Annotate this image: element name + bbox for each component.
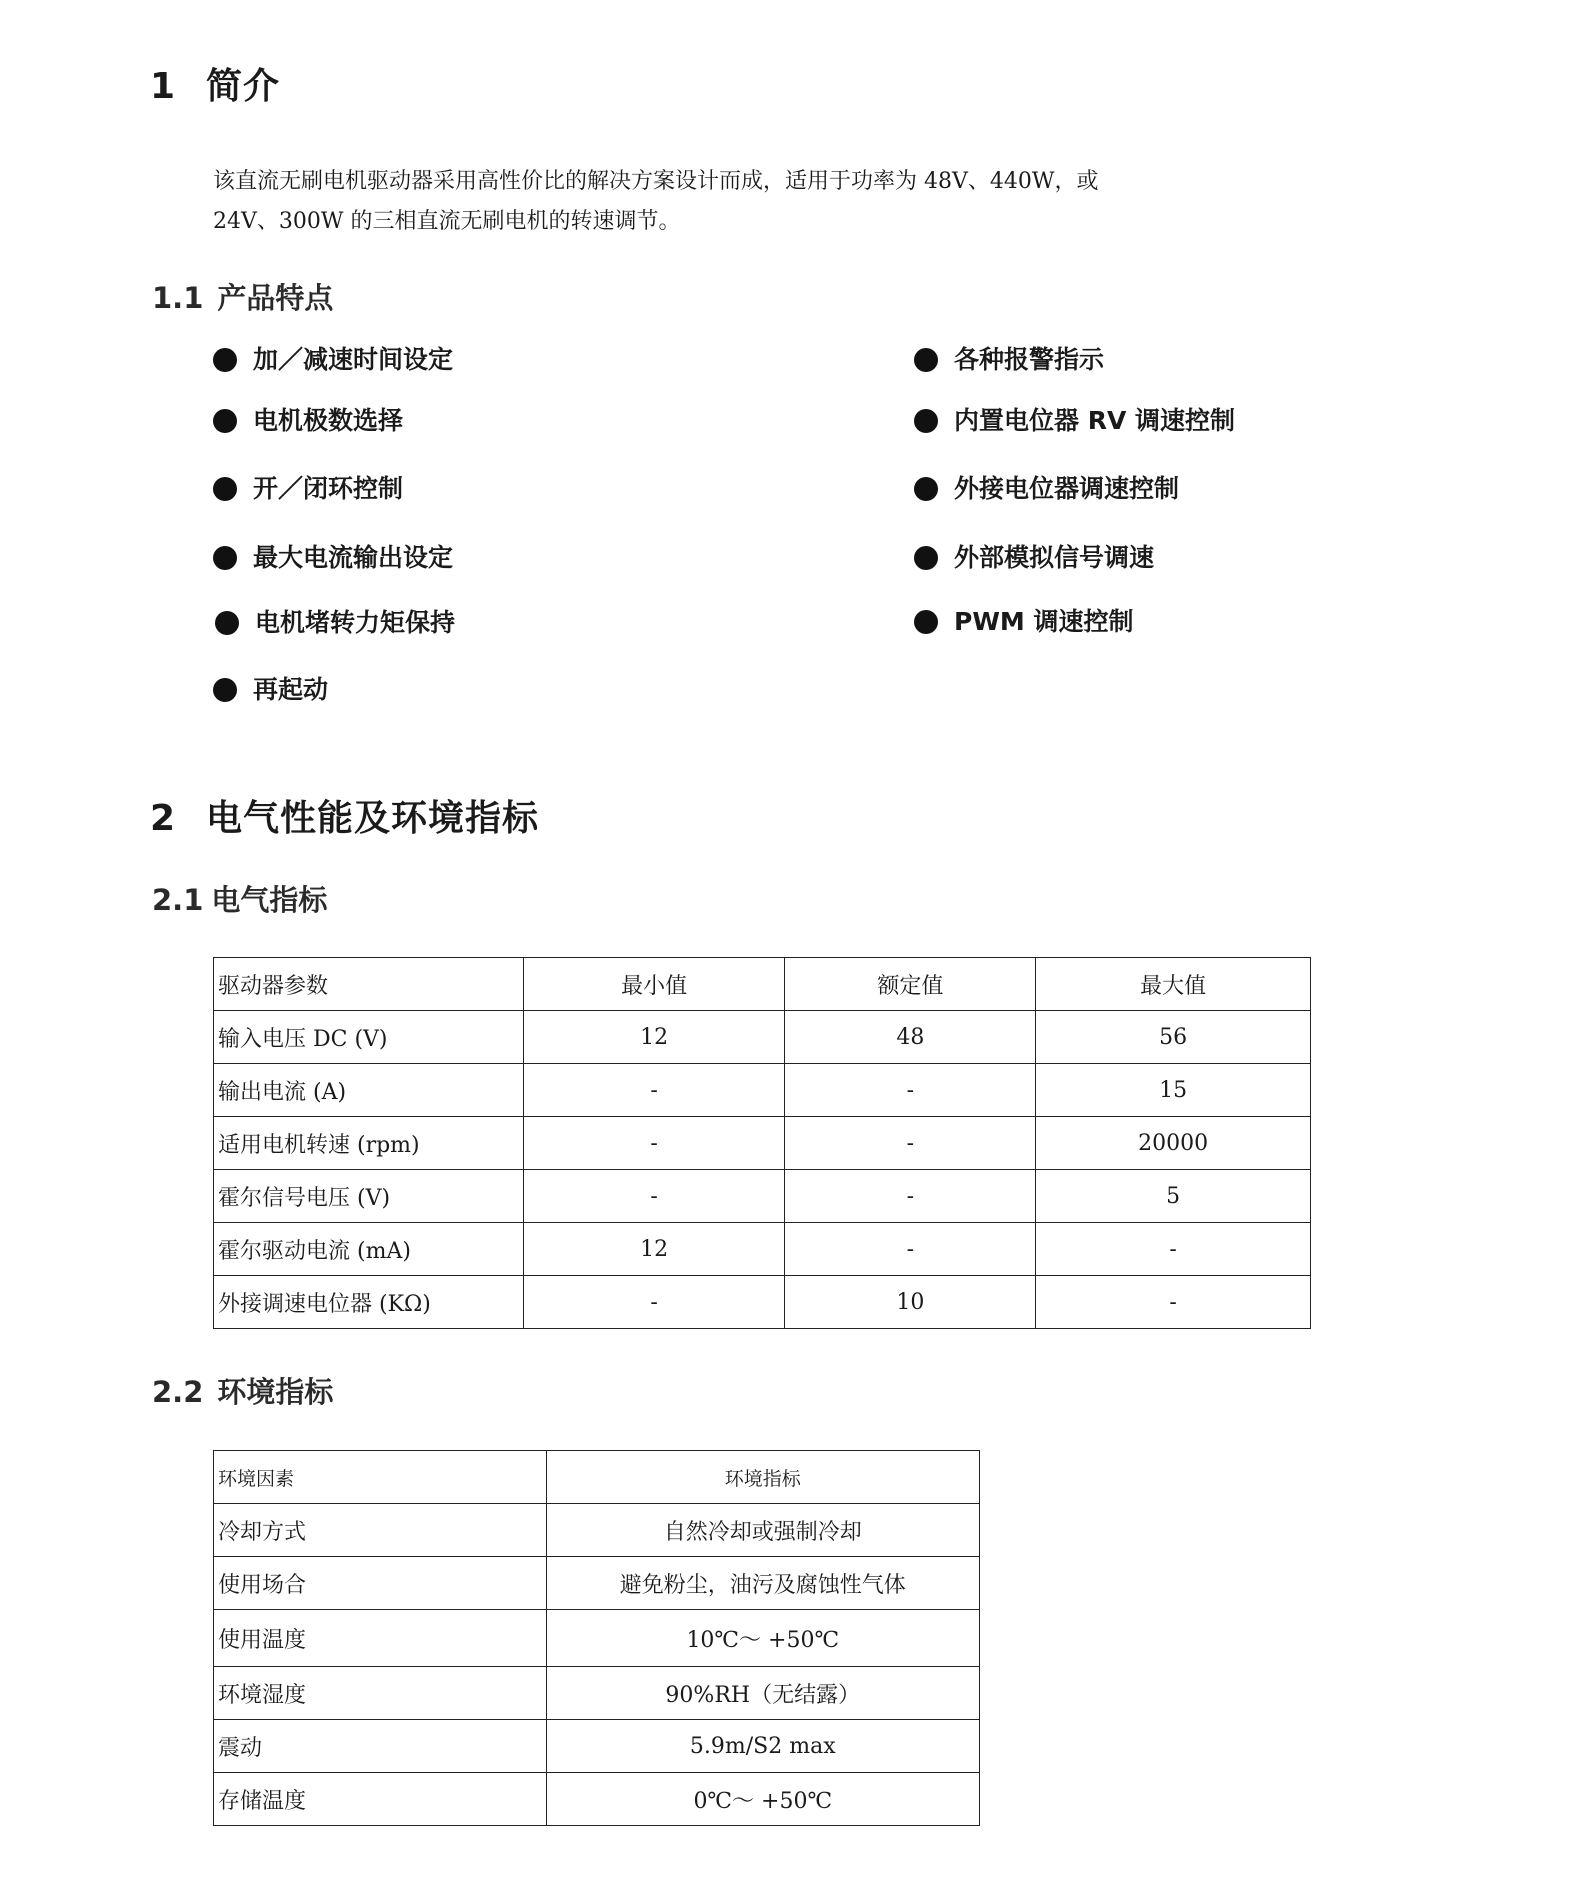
table-cell: - xyxy=(1036,1276,1311,1329)
table-cell: 存储温度 xyxy=(214,1773,547,1826)
bullet-icon xyxy=(914,477,938,501)
table-cell: 56 xyxy=(1036,1011,1311,1064)
table-cell: - xyxy=(523,1276,785,1329)
table-header-cell: 驱动器参数 xyxy=(214,958,524,1011)
table-row xyxy=(214,1223,1311,1276)
feature-label: PWM 调速控制 xyxy=(954,607,1134,636)
table-cell: 自然冷却或强制冷却 xyxy=(546,1504,979,1557)
bullet-icon xyxy=(213,348,237,372)
feature-item xyxy=(215,606,455,640)
bullet-icon xyxy=(213,477,237,501)
section-number: 2.1 xyxy=(152,883,204,917)
table-header-row xyxy=(214,1451,980,1504)
table-header-cell: 最小值 xyxy=(523,958,785,1011)
section-title: 产品特点 xyxy=(217,281,334,315)
feature-label: 开／闭环控制 xyxy=(253,474,404,503)
feature-item xyxy=(914,541,1154,575)
section-number: 2 xyxy=(150,798,177,839)
table-row xyxy=(214,1504,980,1557)
table-row xyxy=(214,1064,1311,1117)
table-header-cell: 环境指标 xyxy=(546,1451,979,1504)
table-cell: 冷却方式 xyxy=(214,1504,547,1557)
table-cell: 适用电机转速 (rpm) xyxy=(214,1117,524,1170)
feature-item xyxy=(213,343,453,377)
section-2-2-heading xyxy=(152,1370,333,1411)
table-cell: 震动 xyxy=(214,1720,547,1773)
intro-line-2: 24V、300W 的三相直流无刷电机的转速调节。 xyxy=(213,209,681,234)
table-header-cell: 环境因素 xyxy=(214,1451,547,1504)
table-cell: - xyxy=(785,1223,1036,1276)
table-cell: 霍尔驱动电流 (mA) xyxy=(214,1223,524,1276)
feature-label: 内置电位器 RV 调速控制 xyxy=(954,406,1236,435)
table-cell: 5.9m/S2 max xyxy=(546,1720,979,1773)
feature-item xyxy=(914,404,1235,438)
table-header-row xyxy=(214,958,1311,1011)
table-cell: 90%RH（无结露） xyxy=(546,1667,979,1720)
table-cell: - xyxy=(785,1064,1036,1117)
feature-label: 外接电位器调速控制 xyxy=(954,474,1180,503)
table-cell: 输入电压 DC (V) xyxy=(214,1011,524,1064)
bullet-icon xyxy=(914,610,938,634)
table-cell: - xyxy=(523,1117,785,1170)
feature-label: 最大电流输出设定 xyxy=(253,543,454,572)
table-cell: 10 xyxy=(785,1276,1036,1329)
section-title: 电气性能及环境指标 xyxy=(206,798,540,839)
intro-paragraph xyxy=(213,162,1098,242)
table-row xyxy=(214,1773,980,1826)
table-row xyxy=(214,1720,980,1773)
section-1-heading xyxy=(150,58,280,109)
table-cell: 霍尔信号电压 (V) xyxy=(214,1170,524,1223)
bullet-icon xyxy=(914,409,938,433)
table-cell: 15 xyxy=(1036,1064,1311,1117)
section-title: 环境指标 xyxy=(217,1375,334,1409)
table-cell: 使用温度 xyxy=(214,1610,547,1667)
table-header-cell: 额定值 xyxy=(785,958,1036,1011)
feature-item xyxy=(914,343,1104,377)
feature-label: 加／减速时间设定 xyxy=(253,345,454,374)
table-row xyxy=(214,1610,980,1667)
table-cell: 避免粉尘，油污及腐蚀性气体 xyxy=(546,1557,979,1610)
section-title: 电气指标 xyxy=(211,883,328,917)
table-cell: 0℃～ +50℃ xyxy=(546,1773,979,1826)
table-cell: - xyxy=(523,1064,785,1117)
table-cell: 5 xyxy=(1036,1170,1311,1223)
table-cell: 20000 xyxy=(1036,1117,1311,1170)
table-row xyxy=(214,1276,1311,1329)
feature-label: 外部模拟信号调速 xyxy=(954,543,1155,572)
section-number: 1.1 xyxy=(152,281,204,315)
intro-line-1: 该直流无刷电机驱动器采用高性价比的解决方案设计而成，适用于功率为 48V、440W，或 xyxy=(213,169,1099,194)
table-cell: - xyxy=(523,1170,785,1223)
table-row xyxy=(214,1011,1311,1064)
table-header-cell: 最大值 xyxy=(1036,958,1311,1011)
feature-item xyxy=(213,404,403,438)
table-row xyxy=(214,1170,1311,1223)
bullet-icon xyxy=(213,546,237,570)
feature-item xyxy=(213,673,328,707)
section-title: 简介 xyxy=(206,66,281,107)
feature-item xyxy=(914,472,1179,506)
section-2-heading xyxy=(150,790,539,841)
table-cell: - xyxy=(785,1170,1036,1223)
table-cell: - xyxy=(785,1117,1036,1170)
environment-spec-table xyxy=(213,1450,980,1826)
feature-label: 电机堵转力矩保持 xyxy=(255,608,456,637)
section-number: 1 xyxy=(150,66,177,107)
table-row xyxy=(214,1117,1311,1170)
table-cell: - xyxy=(1036,1223,1311,1276)
section-number: 2.2 xyxy=(152,1375,204,1409)
table-cell: 输出电流 (A) xyxy=(214,1064,524,1117)
table-row xyxy=(214,1667,980,1720)
section-1-1-heading xyxy=(152,276,333,317)
bullet-icon xyxy=(213,678,237,702)
section-2-1-heading xyxy=(152,878,327,919)
feature-label: 各种报警指示 xyxy=(954,345,1105,374)
table-cell: 环境湿度 xyxy=(214,1667,547,1720)
electrical-spec-table xyxy=(213,957,1311,1329)
bullet-icon xyxy=(914,348,938,372)
feature-label: 电机极数选择 xyxy=(253,406,404,435)
table-cell: 48 xyxy=(785,1011,1036,1064)
table-cell: 12 xyxy=(523,1223,785,1276)
feature-item xyxy=(914,605,1133,639)
bullet-icon xyxy=(914,546,938,570)
bullet-icon xyxy=(213,409,237,433)
feature-label: 再起动 xyxy=(253,675,329,704)
table-cell: 外接调速电位器 (KΩ) xyxy=(214,1276,524,1329)
feature-item xyxy=(213,541,453,575)
bullet-icon xyxy=(215,611,239,635)
table-cell: 12 xyxy=(523,1011,785,1064)
feature-item xyxy=(213,472,403,506)
table-cell: 10℃～ +50℃ xyxy=(546,1610,979,1667)
table-cell: 使用场合 xyxy=(214,1557,547,1610)
table-row xyxy=(214,1557,980,1610)
